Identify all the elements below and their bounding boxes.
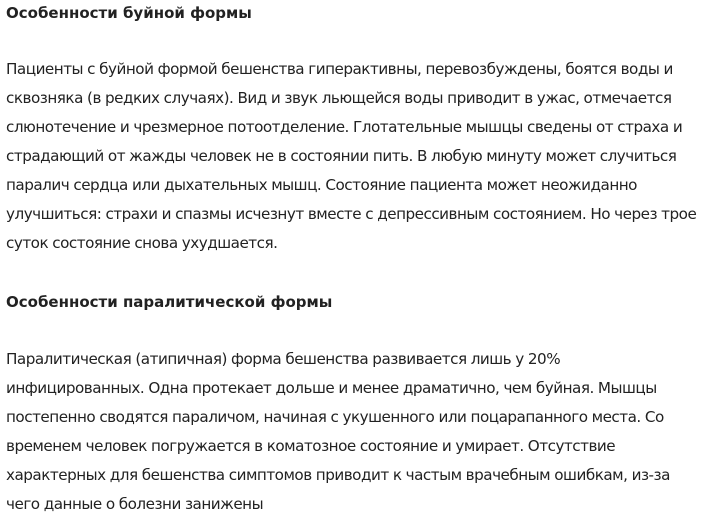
section-paragraph-paralytic-form: Паралитическая (атипичная) форма бешенства развивается лишь у 20% инфицированных. Одна протекает дольше и менее драматично, чем буйная. Мышцы постепенно сводятся параличом, начиная с укушенного или поцарапанного места. Со временем человек погружается в коматозное состояние и умирает. Отсутствие характерных для бешенства симптомов приводит к частым врачебным ошибкам, из-за чего данные о болезни занижены — [6, 350, 670, 513]
section-heading-paralytic-form: Особенности паралитической формы — [6, 293, 333, 311]
section-heading-violent-form: Особенности буйной формы — [6, 4, 252, 22]
section-paragraph-violent-form: Пациенты с буйной формой бешенства гиперактивны, перевозбуждены, боятся воды и сквозняка (в редких случаях). Вид и звук льющейся воды приводит в ужас, отмечается слюнотечение и чрезмерное потоотделение. Глотательные мышцы сведены от страха и страдающий от жажды человек не в состоянии пить. В любую минуту может случиться паралич сердца или дыхательных мышц. Состояние пациента может неожиданно улучшиться: страхи и спазмы исчезнут вместе с депрессивным состоянием. Но через трое суток состояние снова ухудшается. — [6, 60, 697, 252]
